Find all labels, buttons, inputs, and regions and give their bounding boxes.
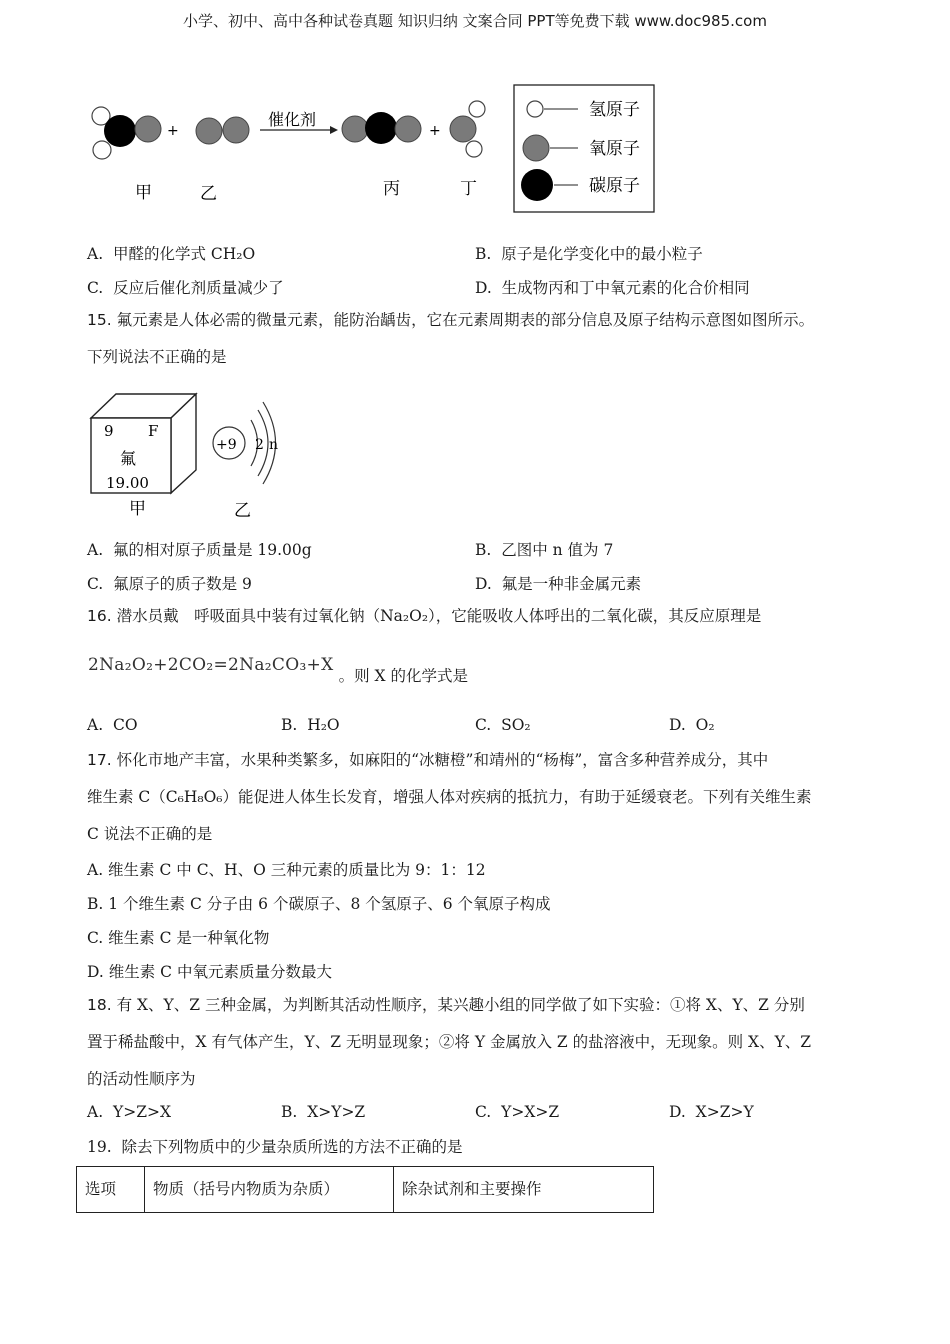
shell1-electrons: 2	[255, 437, 264, 453]
shell2-electrons: n	[269, 437, 279, 453]
table-header-row	[77, 1167, 654, 1213]
q18-stem-line1: 18. 有 X、Y、Z 三种金属，为判断其活动性顺序，某兴趣小组的同学做了如下实验：①将 X、Y、Z 分别	[87, 996, 805, 1014]
q17-option-a: A. 维生素 C 中 C、H、O 三种元素的质量比为 9：1：12	[87, 861, 486, 879]
page-header: 小学、初中、高中各种试卷真题 知识归纳 文案合同 PPT等免费下载 www.doc985.com	[183, 12, 767, 30]
q18-stem-line2: 置于稀盐酸中，X 有气体产生，Y、Z 无明显现象；②将 Y 金属放入 Z 的盐溶液中，无现象。则 X、Y、Z	[87, 1033, 812, 1051]
q17-option-c: C. 维生素 C 是一种氧化物	[87, 929, 270, 947]
label-jia: 甲	[135, 183, 152, 203]
q18-stem-line3: 的活动性顺序为	[87, 1070, 196, 1088]
q15-option-a: A. 氟的相对原子质量是 19.00g	[87, 541, 312, 559]
q16-question: 。则 X 的化学式是	[338, 667, 468, 685]
q15-option-d: D. 氟是一种非金属元素	[475, 575, 642, 593]
q15-stem-line1: 15. 氟元素是人体必需的微量元素，能防治龋齿，它在元素周期表的部分信息及原子结构示意图如图所示。	[87, 311, 815, 329]
table-header-cell: 物质（括号内物质为杂质）	[145, 1167, 394, 1213]
hydrogen-atom	[93, 141, 111, 159]
q17-option-d: D. 维生素 C 中氧元素质量分数最大	[87, 963, 332, 981]
q16-equation-row	[88, 655, 468, 685]
fluorine-diagram	[88, 388, 298, 523]
nucleus-charge: +9	[216, 437, 237, 453]
plus-sign: +	[429, 123, 441, 139]
oxygen-atom	[196, 118, 222, 144]
label-bing: 丙	[383, 179, 400, 199]
oxygen-atom	[450, 116, 476, 142]
chemical-equation: 2Na₂O₂+2CO₂=2Na₂CO₃+X	[88, 655, 334, 675]
q18-option-b: B. X>Y>Z	[281, 1103, 366, 1121]
label-ding: 丁	[460, 179, 477, 199]
table-header-cell: 选项	[77, 1167, 145, 1213]
atomic-mass: 19.00	[106, 474, 149, 492]
q17-stem-line3: C 说法不正确的是	[87, 825, 213, 843]
q16-option-a: A. CO	[87, 716, 138, 734]
plus-sign: +	[167, 123, 179, 139]
carbon-atom	[104, 115, 136, 147]
q14-option-a: A. 甲醛的化学式 CH₂O	[87, 245, 256, 263]
carbon-atom	[365, 112, 397, 144]
q16-option-d: D. O₂	[669, 716, 715, 734]
q14-option-b: B. 原子是化学变化中的最小粒子	[475, 245, 703, 263]
legend-oxygen-label: 氧原子	[589, 139, 640, 159]
legend-carbon-icon	[521, 169, 553, 201]
q15-option-b: B. 乙图中 n 值为 7	[475, 541, 614, 559]
q17-stem-line2: 维生素 C（C₆H₈O₆）能促进人体生长发育，增强人体对疾病的抵抗力，有助于延缓衰老。下列有关维生素	[87, 788, 812, 806]
element-name: 氟	[120, 449, 137, 468]
legend-oxygen-icon	[523, 135, 549, 161]
q15-option-c: C. 氟原子的质子数是 9	[87, 575, 252, 593]
q18-option-d: D. X>Z>Y	[669, 1103, 754, 1121]
reaction-diagram	[80, 78, 670, 218]
q17-stem-line1: 17. 怀化市地产丰富，水果种类繁多，如麻阳的“冰糖橙”和靖州的“杨梅”，富含多种营养成分，其中	[87, 751, 769, 769]
element-symbol: F	[148, 422, 159, 440]
legend-hydrogen-icon	[527, 101, 543, 117]
oxygen-atom	[342, 116, 368, 142]
catalyst-label: 催化剂	[268, 110, 317, 129]
table-header-cell: 除杂试剂和主要操作	[394, 1167, 654, 1213]
arrow-head	[330, 126, 338, 134]
atomic-number: 9	[104, 422, 114, 440]
q19-stem: 19. 除去下列物质中的少量杂质所选的方法不正确的是	[87, 1138, 463, 1156]
q14-option-d: D. 生成物丙和丁中氧元素的化合价相同	[475, 279, 750, 297]
q16-option-c: C. SO₂	[475, 716, 531, 734]
q18-option-c: C. Y>X>Z	[475, 1103, 560, 1121]
q19-table	[76, 1166, 654, 1213]
q15-stem-line2: 下列说法不正确的是	[87, 348, 227, 366]
q18-option-a: A. Y>Z>X	[87, 1103, 171, 1121]
hydrogen-atom	[466, 141, 482, 157]
hydrogen-atom	[469, 101, 485, 117]
q14-option-c: C. 反应后催化剂质量减少了	[87, 279, 284, 297]
oxygen-atom	[223, 117, 249, 143]
q16-option-b: B. H₂O	[281, 716, 340, 734]
legend-hydrogen-label: 氢原子	[589, 100, 640, 120]
label-yi: 乙	[234, 501, 251, 521]
label-jia: 甲	[129, 499, 146, 519]
legend-carbon-label: 碳原子	[589, 176, 640, 196]
oxygen-atom	[395, 116, 421, 142]
q16-stem-line1: 16. 潜水员戴 呼吸面具中装有过氧化钠（Na₂O₂），它能吸收人体呼出的二氧化碳，其反应原理是	[87, 607, 762, 625]
label-yi: 乙	[200, 184, 217, 204]
q17-option-b: B. 1 个维生素 C 分子由 6 个碳原子、8 个氢原子、6 个氧原子构成	[87, 895, 551, 913]
oxygen-atom	[135, 116, 161, 142]
